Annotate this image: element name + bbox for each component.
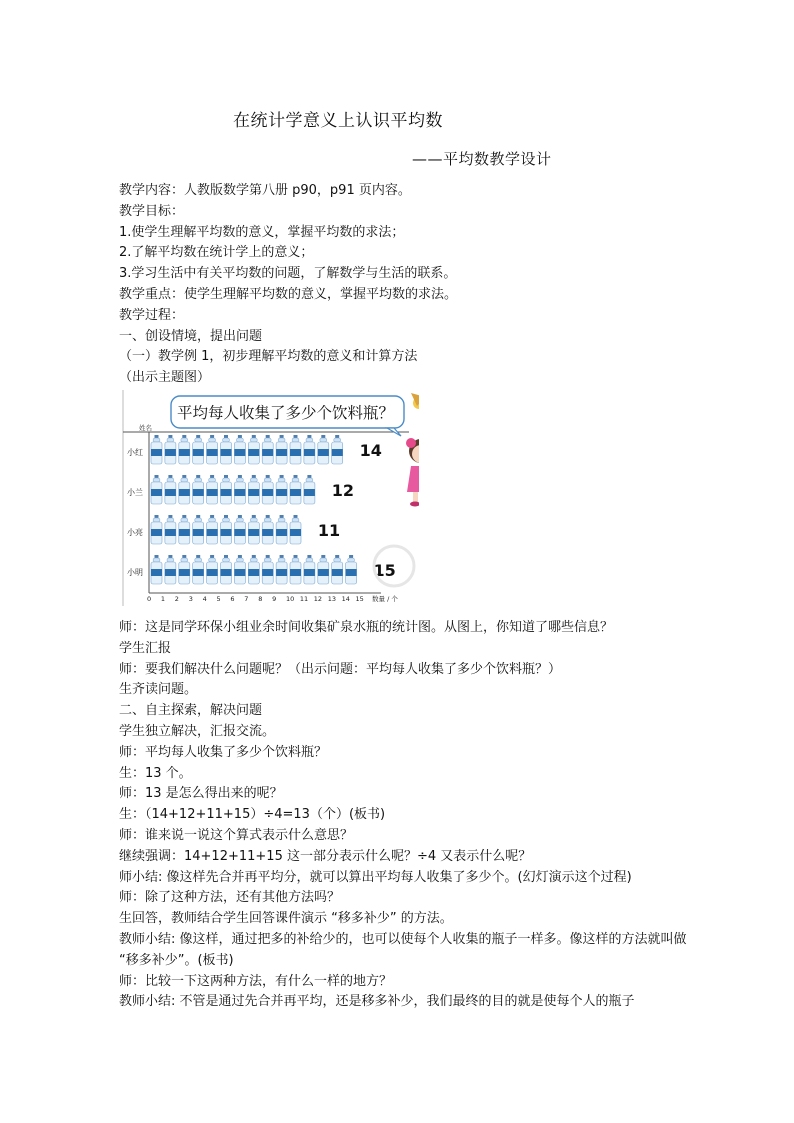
x-tick-label: 12 [313,595,323,603]
x-tick-label: 11 [299,595,309,603]
text-line: 师：比较一下这两种方法，有什么一样的地方？ [119,973,393,989]
bottle-icon [193,555,204,584]
bottle-icon [346,555,357,584]
text-line: 学生汇报 [119,640,172,656]
bottle-icon [207,555,218,584]
x-tick-label: 3 [188,595,193,603]
bottle-icon [234,475,245,504]
bottle-icon [234,435,245,464]
bottle-icon [318,435,329,464]
bottle-icon [179,475,190,504]
text-line: （一）教学例 1，初步理解平均数的意义和计算方法 [119,349,418,365]
bottle-icon [193,515,204,544]
bottle-icon [221,475,232,504]
bottle-icon [234,515,245,544]
girl-illustration [406,393,419,507]
bottle-icon [234,555,245,584]
x-tick-label: 10 [286,595,295,603]
bottle-icon [193,435,204,464]
x-tick-label: 13 [327,595,336,603]
x-tick-label: 1 [160,595,166,603]
text-line: 师：谁来说一说这个算式表示什么意思？ [119,827,354,843]
text-line: 师：除了这种方法，还有其他方法吗？ [119,890,341,906]
bottle-icon [193,475,204,504]
intro-section [119,181,689,389]
bottle-icon [276,475,287,504]
x-tick-label: 7 [244,595,249,603]
row-count-label: 14 [359,441,382,460]
text-line: 教师小结: 像这样，通过把多的补给少的，也可以使每个人收集的瓶子一样多。像这样的方法就叫做 “移多补少”。(板书) [119,931,687,968]
bottle-icon [151,515,162,544]
bottle-icon [151,555,162,584]
x-tick-label: 14 [341,595,350,603]
bottle-icon [151,435,162,464]
x-tick-label: 6 [230,595,235,603]
text-line: 3.学习生活中有关平均数的问题，了解数学与生活的联系。 [119,266,457,282]
bottle-icon [304,475,315,504]
text-line: 生：13 个。 [119,765,192,781]
bottle-icon [318,555,329,584]
bottle-icon [179,435,190,464]
bottle-icon [221,435,232,464]
bottle-icon [262,555,273,584]
bottle-icon [165,435,176,464]
text-line: 师小结: 像这样先合并再平均分，就可以算出平均每人收集了多少个。(幻灯演示这个过程) [119,869,632,885]
bottle-icon [248,435,259,464]
text-line: 教学内容：人教版数学第八册 p90，p91 页内容。 [119,183,411,198]
bottle-icon [248,515,259,544]
text-line: 生：（14+12+11+15）÷4=13（个）(板书) [119,807,386,823]
bottle-icon [262,475,273,504]
lesson-dialogue [119,618,694,1013]
bottle-icon [332,555,343,584]
bottle-icon [290,475,301,504]
bottle-icon [248,475,259,504]
text-line: 生回答，教师结合学生回答课件演示 “移多补少” 的方法。 [119,911,453,927]
text-line: 生齐读问题。 [119,682,198,698]
bottle-icon [276,515,287,544]
bottle-icon [207,475,218,504]
bottle-icon [290,435,301,464]
header-name-label: 姓名 [139,424,152,432]
text-line: 继续强调：14+12+11+15 这一部分表示什么呢？÷4 又表示什么呢？ [119,848,532,864]
bottle-pictograph [119,388,419,608]
bottle-icon [290,555,301,584]
text-line: 教学目标： [119,203,185,219]
bottle-icon [332,435,343,464]
text-line: 教学过程： [119,307,185,323]
bottle-icon [248,555,259,584]
text-line: （出示主题图） [119,370,211,386]
bottle-icon [276,435,287,464]
bottle-icon [290,515,301,544]
row-count-label: 12 [331,481,355,500]
bottle-icon [179,555,190,584]
text-line: 教学重点：使学生理解平均数的意义，掌握平均数的求法。 [119,286,458,302]
x-tick-label: 9 [272,595,277,603]
bottle-icon [179,515,190,544]
bottle-icon [262,435,273,464]
x-tick-label: 15 [355,595,364,603]
speech-bubble-text: 平均每人收集了多少个饮料瓶？ [177,404,395,422]
text-line: 二、自主探索，解决问题 [119,703,263,719]
x-tick-label: 8 [258,595,263,603]
text-line: 师：平均每人收集了多少个饮料瓶？ [119,744,328,760]
bottle-icon [151,475,162,504]
bottle-icon [165,515,176,544]
text-line: 师：13 是怎么得出来的呢？ [119,786,283,802]
x-tick-label: 5 [216,595,221,603]
x-axis-label: 数量 / 个 [372,595,398,603]
text-line: 2.了解平均数在统计学上的意义； [119,245,314,261]
bottle-icon [221,515,232,544]
text-line: 一、创设情境，提出问题 [119,328,263,344]
row-name-label: 小红 [127,448,143,457]
text-line: 学生独立解决，汇报交流。 [119,723,276,739]
bottle-icon [221,555,232,584]
x-tick-label: 0 [147,595,152,603]
text-line: 教师小结: 不管是通过先合并再平均，还是移多补少，我们最终的目的就是使每个人的瓶子 [119,994,635,1010]
bottle-icon [262,515,273,544]
x-tick-label: 4 [202,595,207,603]
row-name-label: 小亮 [127,528,143,537]
bottle-icon [207,435,218,464]
bottle-icon [165,475,176,504]
document-subtitle: ——平均数教学设计 [412,150,552,168]
bottle-icon [165,555,176,584]
bottle-icon [207,515,218,544]
bottle-icon [276,555,287,584]
text-line: 师：这是同学环保小组业余时间收集矿泉水瓶的统计图。从图上，你知道了哪些信息？ [119,620,614,635]
document-title: 在统计学意义上认识平均数 [233,111,443,131]
bottle-icon [304,555,315,584]
text-line: 师：要我们解决什么问题呢？（出示问题：平均每人收集了多少个饮料瓶？） [119,661,562,677]
bottle-icon [304,435,315,464]
row-count-label: 11 [317,521,341,540]
row-name-label: 小明 [127,568,143,577]
x-tick-label: 2 [174,595,179,603]
text-line: 1.使学生理解平均数的意义，掌握平均数的求法； [119,224,405,240]
row-count-label: 15 [373,561,396,580]
row-name-label: 小兰 [127,488,143,497]
